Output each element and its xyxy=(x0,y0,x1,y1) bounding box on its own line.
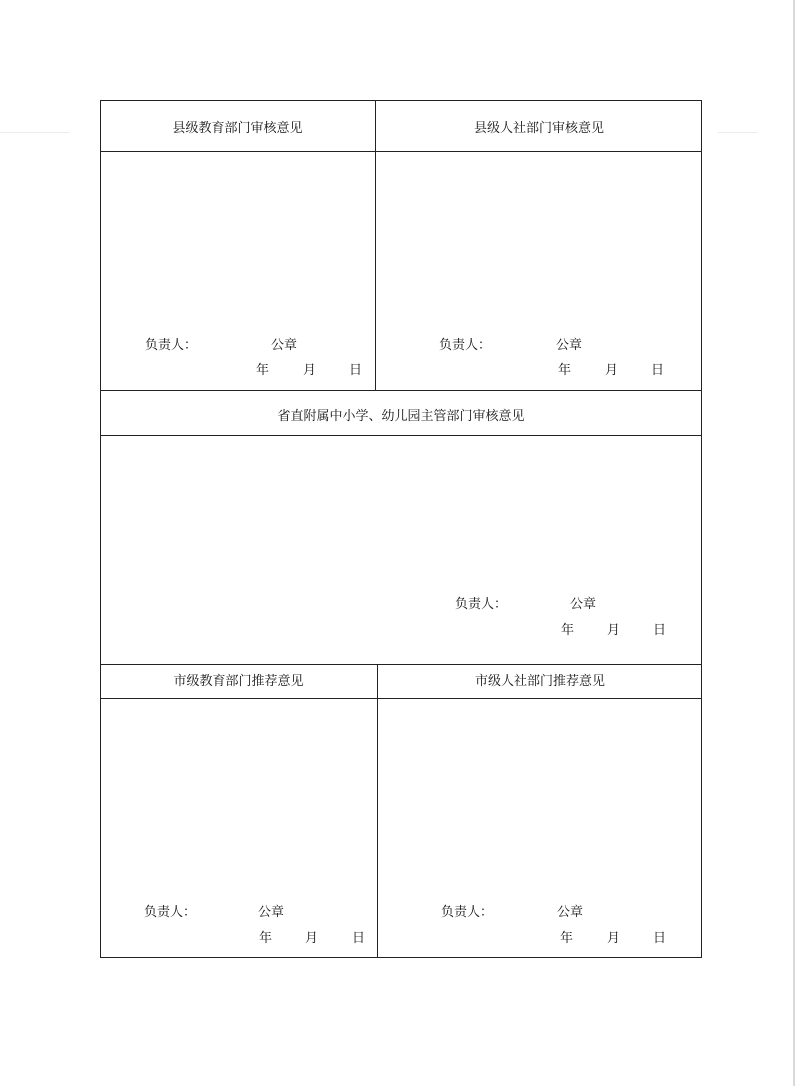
date-day-label: 日 xyxy=(653,623,667,638)
date-year-label: 年 xyxy=(558,363,572,378)
section-title: 县级教育部门审核意见 xyxy=(172,121,303,136)
signer-label: 负责人： xyxy=(439,338,492,353)
seal-label: 公章 xyxy=(557,905,584,920)
date-year-label: 年 xyxy=(259,931,273,946)
column-divider xyxy=(375,100,376,390)
comment-area[interactable] xyxy=(377,152,701,327)
signer-label: 负责人： xyxy=(145,338,198,353)
date-day-label: 日 xyxy=(352,931,366,946)
date-day-label: 日 xyxy=(651,363,665,378)
comment-area[interactable] xyxy=(101,152,374,327)
row-divider xyxy=(100,664,702,665)
seal-label: 公章 xyxy=(556,338,583,353)
section-title: 省直附属中小学、幼儿园主管部门审核意见 xyxy=(277,409,525,424)
date-day-label: 日 xyxy=(349,363,363,378)
signer-label: 负责人： xyxy=(441,905,494,920)
date-month-label: 月 xyxy=(303,363,317,378)
comment-area[interactable] xyxy=(379,699,701,899)
date-month-label: 月 xyxy=(305,931,319,946)
section-title: 市级人社部门推荐意见 xyxy=(474,674,605,689)
comment-area[interactable] xyxy=(101,436,701,591)
date-year-label: 年 xyxy=(561,623,575,638)
date-month-label: 月 xyxy=(605,363,619,378)
seal-label: 公章 xyxy=(258,905,285,920)
section-title: 市级教育部门推荐意见 xyxy=(173,674,304,689)
comment-area[interactable] xyxy=(101,699,376,899)
date-year-label: 年 xyxy=(256,363,270,378)
date-month-label: 月 xyxy=(607,931,621,946)
signer-label: 负责人： xyxy=(144,905,197,920)
signer-label: 负责人： xyxy=(455,597,508,612)
date-day-label: 日 xyxy=(653,931,667,946)
date-month-label: 月 xyxy=(607,623,621,638)
seal-label: 公章 xyxy=(271,338,298,353)
date-year-label: 年 xyxy=(560,931,574,946)
row-divider xyxy=(100,390,702,391)
scan-mark-right xyxy=(718,132,758,133)
column-divider xyxy=(377,664,378,958)
scan-mark-left xyxy=(0,132,70,133)
section-title: 县级人社部门审核意见 xyxy=(473,121,604,136)
seal-label: 公章 xyxy=(570,597,597,612)
